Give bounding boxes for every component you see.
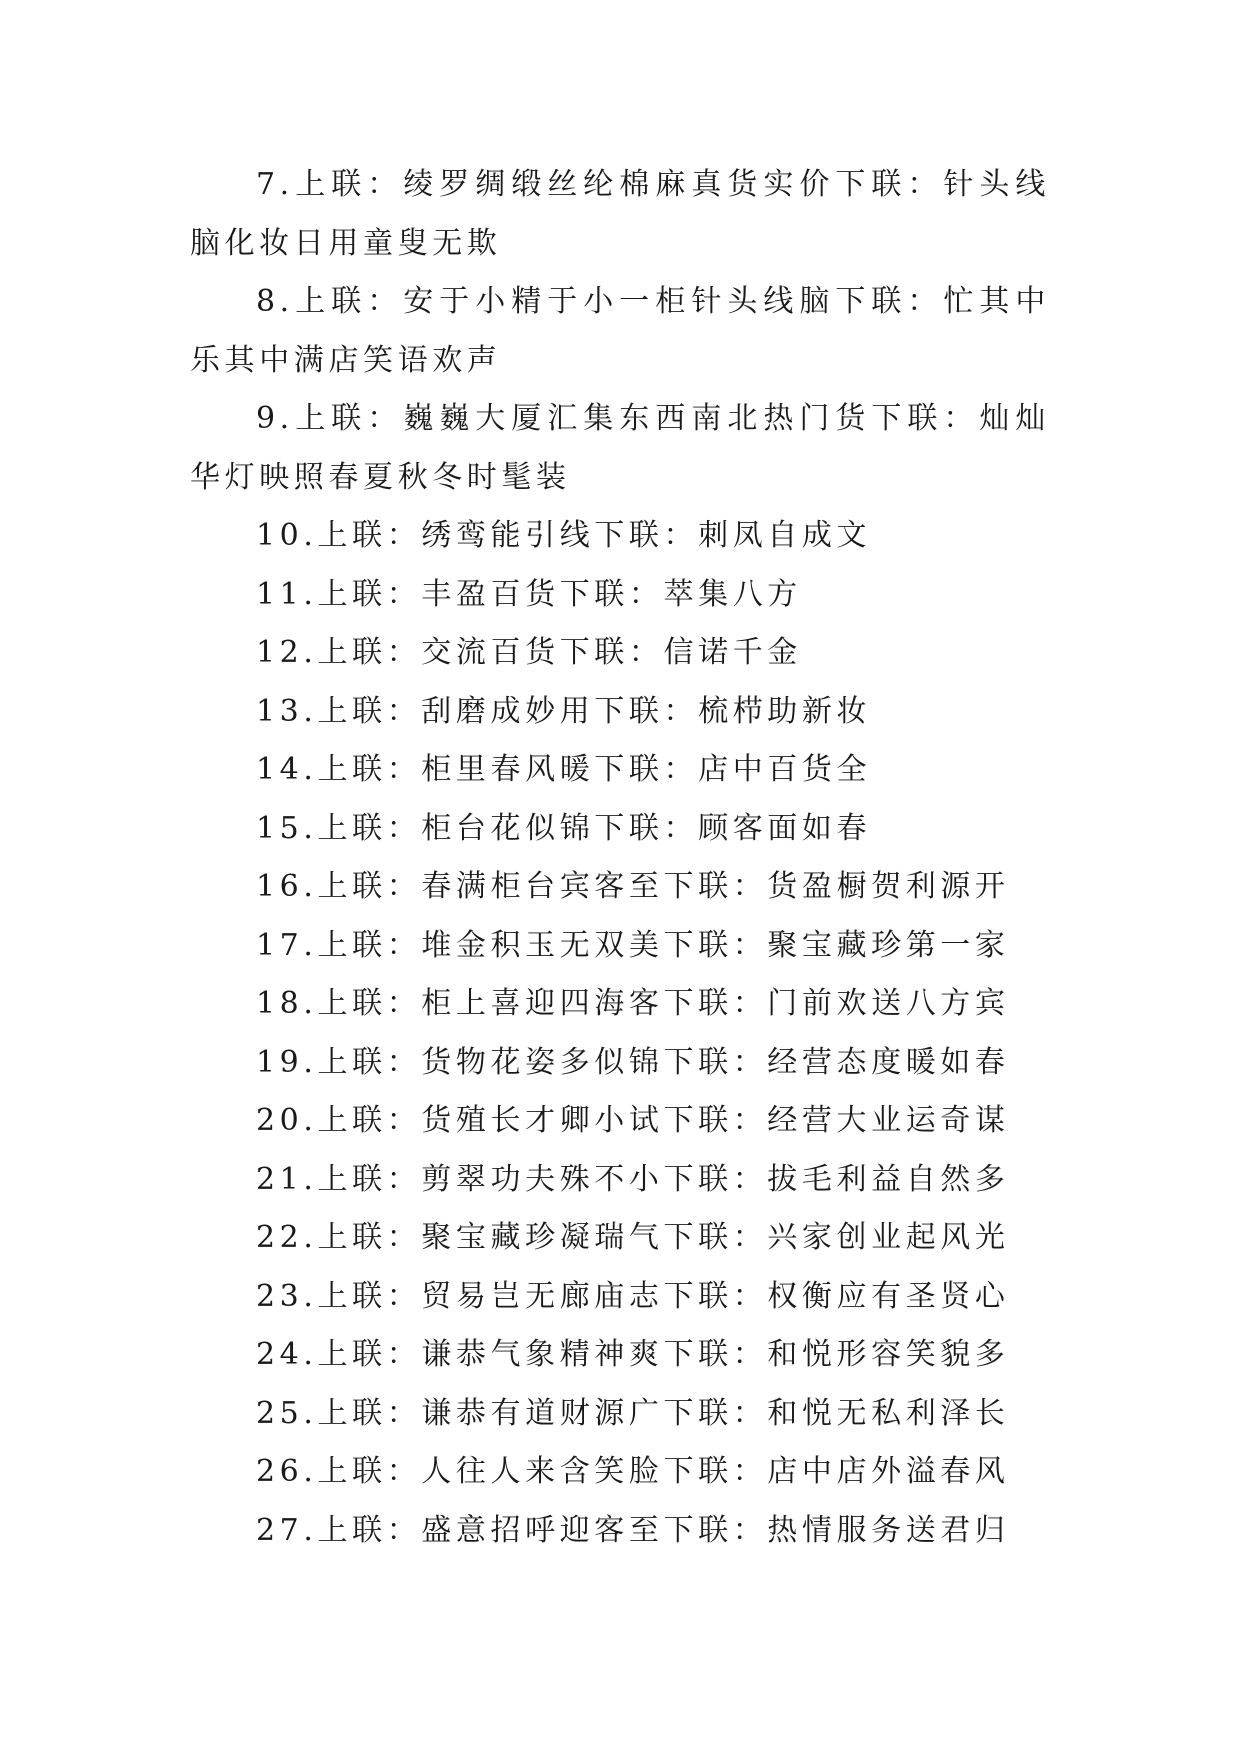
couplet-list: [190, 156, 1050, 1560]
couplet-item-10: 10.上联：绣鸾能引线下联：刺凤自成文: [256, 518, 872, 553]
couplet-item-22: 22.上联：聚宝藏珍凝瑞气下联：兴家创业起风光: [256, 1220, 1010, 1255]
couplet-item-16: 16.上联：春满柜台宾客至下联：货盈橱贺利源开: [256, 869, 1010, 904]
couplet-item-18: 18.上联：柜上喜迎四海客下联：门前欢送八方宾: [256, 986, 1010, 1021]
couplet-item-7: 7.上联：绫罗绸缎丝纶棉麻真货实价下联：针头线脑化妆日用童叟无欺: [190, 167, 1050, 261]
couplet-item-27: 27.上联：盛意招呼迎客至下联：热情服务送君归: [256, 1512, 1010, 1548]
couplet-item-25: 25.上联：谦恭有道财源广下联：和悦无私利泽长: [256, 1395, 1010, 1431]
couplet-item-19: 19.上联：货物花姿多似锦下联：经营态度暖如春: [256, 1044, 1010, 1080]
couplet-item-8: 8.上联：安于小精于小一柜针头线脑下联：忙其中乐其中满店笑语欢声: [190, 284, 1050, 378]
couplet-item-26: 26.上联：人往人来含笑脸下联：店中店外溢春风: [256, 1454, 1010, 1489]
couplet-item-12: 12.上联：交流百货下联：信诺千金: [256, 635, 802, 670]
couplet-item-24: 24.上联：谦恭气象精神爽下联：和悦形容笑貌多: [256, 1337, 1010, 1372]
couplet-item-13: 13.上联：刮磨成妙用下联：梳栉助新妆: [256, 693, 872, 729]
couplet-item-20: 20.上联：货殖长才卿小试下联：经营大业运奇谋: [256, 1103, 1010, 1138]
couplet-item-21: 21.上联：剪翠功夫殊不小下联：拔毛利益自然多: [256, 1161, 1010, 1197]
couplet-item-11: 11.上联：丰盈百货下联：萃集八方: [256, 576, 802, 612]
couplet-item-15: 15.上联：柜台花似锦下联：顾客面如春: [256, 810, 872, 846]
couplet-item-9: 9.上联：巍巍大厦汇集东西南北热门货下联：灿灿华灯映照春夏秋冬时髦装: [190, 401, 1050, 495]
couplet-item-23: 23.上联：贸易岂无廊庙志下联：权衡应有圣贤心: [256, 1278, 1010, 1314]
couplet-item-14: 14.上联：柜里春风暖下联：店中百货全: [256, 752, 872, 787]
couplet-item-17: 17.上联：堆金积玉无双美下联：聚宝藏珍第一家: [256, 927, 1010, 963]
